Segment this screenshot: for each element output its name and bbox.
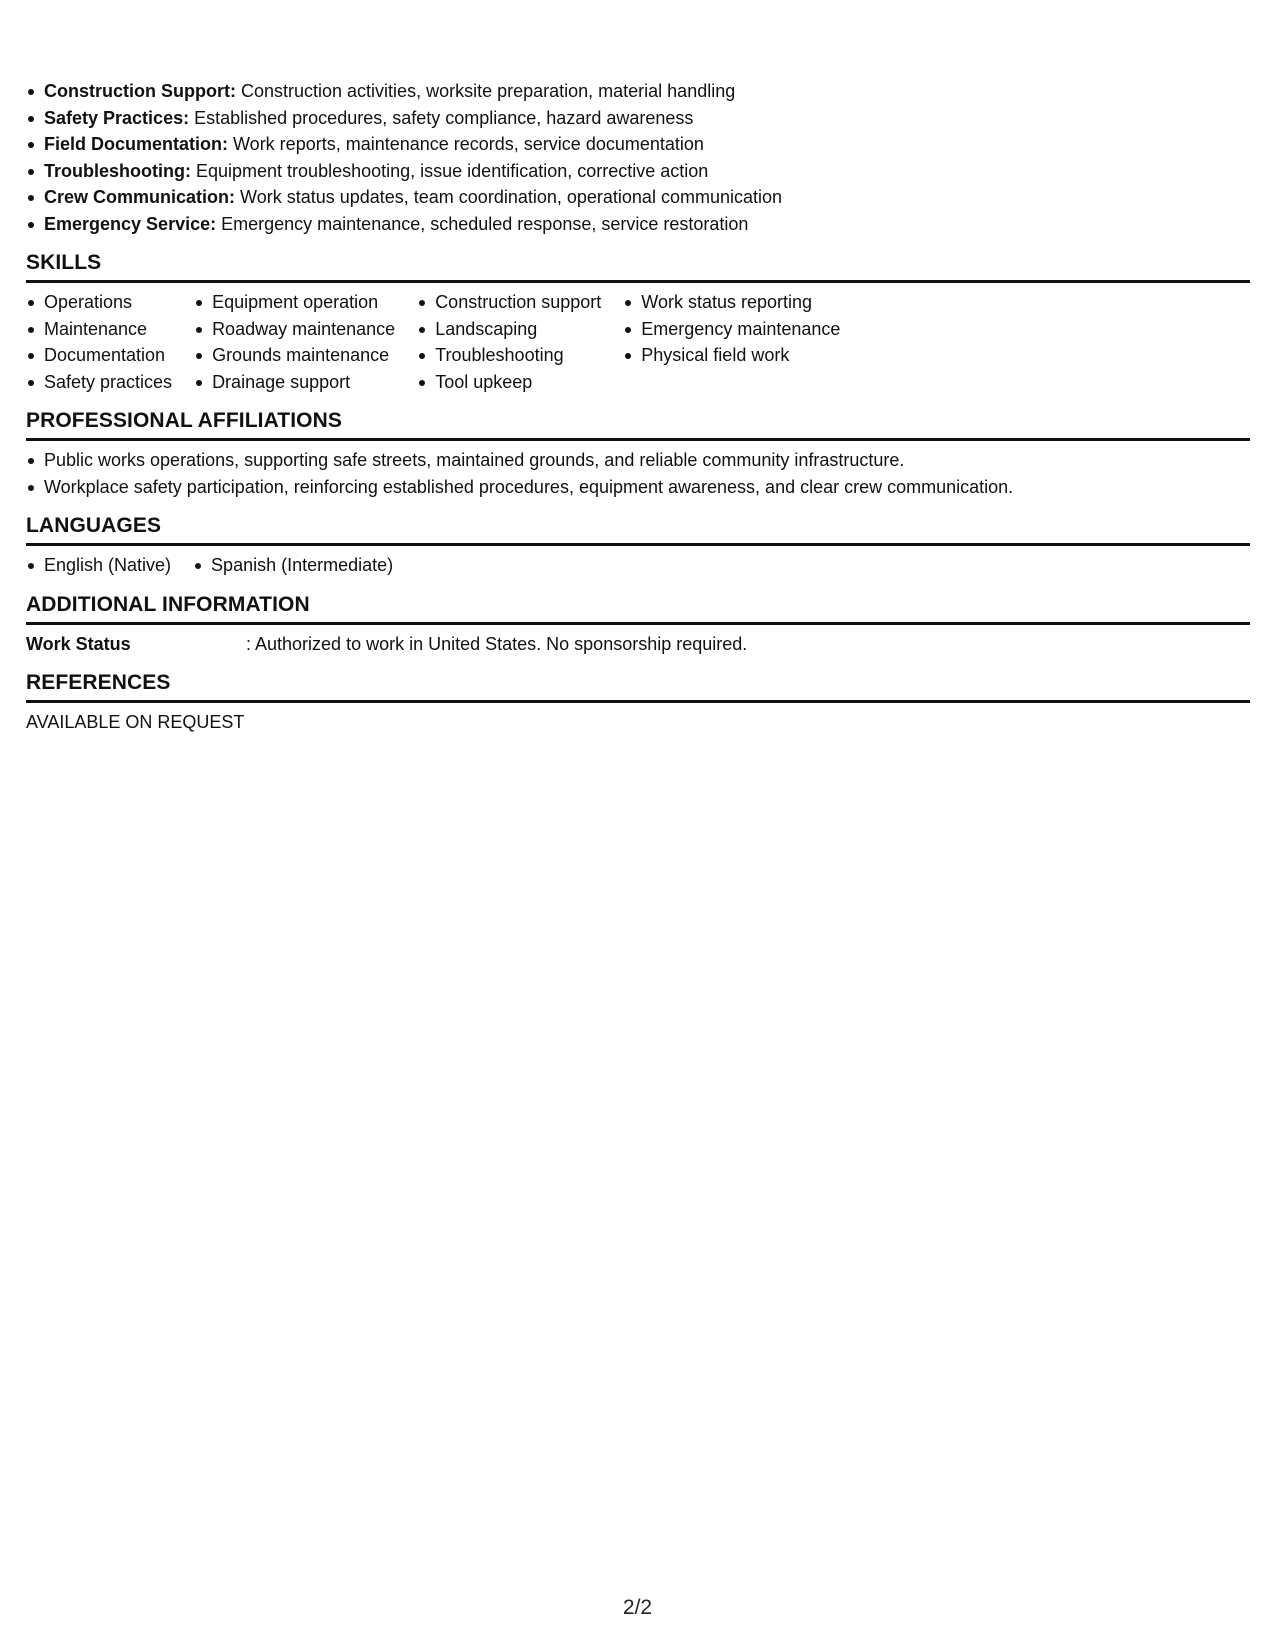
list-item	[26, 105, 1250, 132]
work-status-label: Work Status	[26, 633, 131, 654]
skill-item: Drainage support	[194, 369, 395, 396]
work-status-row	[26, 631, 1250, 658]
item-text: Equipment troubleshooting, issue identification, corrective action	[196, 160, 709, 181]
languages-section	[26, 512, 1250, 579]
skills-column	[26, 289, 172, 395]
additional-info-section	[26, 591, 1250, 658]
item-text: Established procedures, safety compliance, hazard awareness	[194, 107, 694, 128]
affiliation-item: Workplace safety participation, reinforcing established procedures, equipment awareness, and clear crew communication.	[26, 474, 1250, 501]
item-label: Troubleshooting:	[44, 160, 191, 181]
skill-item: Grounds maintenance	[194, 342, 395, 369]
item-label: Emergency Service:	[44, 213, 217, 234]
skills-section	[26, 249, 1250, 395]
skill-item: Operations	[26, 289, 172, 316]
section-title-additional-info: ADDITIONAL INFORMATION	[26, 591, 1250, 625]
section-title-languages: LANGUAGES	[26, 512, 1250, 546]
list-item	[26, 184, 1250, 211]
section-title-skills: SKILLS	[26, 249, 1250, 283]
list-item	[26, 131, 1250, 158]
languages-list	[26, 552, 1250, 579]
skills-grid	[26, 289, 1250, 395]
skill-item: Roadway maintenance	[194, 316, 395, 343]
language-item: Spanish (Intermediate)	[193, 552, 393, 579]
resume-page	[26, 78, 1250, 736]
item-label: Safety Practices:	[44, 107, 190, 128]
skills-column	[623, 289, 840, 395]
item-label: Crew Communication:	[44, 187, 236, 207]
item-text: Work status updates, team coordination, operational communication	[240, 187, 782, 207]
skill-item: Tool upkeep	[417, 369, 601, 396]
item-label: Construction Support:	[44, 81, 236, 101]
list-item	[26, 158, 1250, 185]
skill-item: Emergency maintenance	[623, 316, 840, 343]
skill-item: Documentation	[26, 342, 172, 369]
skill-item: Landscaping	[417, 316, 601, 343]
section-title-references: REFERENCES	[26, 669, 1250, 703]
skill-item: Troubleshooting	[417, 342, 601, 369]
item-label: Field Documentation:	[44, 134, 228, 154]
language-item: English (Native)	[26, 552, 171, 579]
skills-column	[194, 289, 395, 395]
skill-item: Maintenance	[26, 316, 172, 343]
skill-item: Safety practices	[26, 369, 172, 396]
work-status-value: : Authorized to work in United States. No sponsorship required.	[246, 633, 748, 654]
item-text: Construction activities, worksite preparation, material handling	[241, 81, 736, 101]
page-number: 2/2	[622, 1596, 653, 1619]
competencies-list	[26, 78, 1250, 237]
item-text: Work reports, maintenance records, service documentation	[233, 134, 704, 154]
skill-item: Equipment operation	[194, 289, 395, 316]
affiliation-item: Public works operations, supporting safe streets, maintained grounds, and reliable community infrastructure.	[26, 447, 1250, 474]
skills-column	[417, 289, 601, 395]
affiliations-section	[26, 407, 1250, 500]
affiliations-list	[26, 447, 1250, 500]
skill-item: Construction support	[417, 289, 601, 316]
list-item	[26, 78, 1250, 105]
list-item	[26, 211, 1250, 238]
section-title-affiliations: PROFESSIONAL AFFILIATIONS	[26, 407, 1250, 441]
item-text: Emergency maintenance, scheduled response, service restoration	[221, 213, 749, 234]
skill-item: Physical field work	[623, 342, 840, 369]
references-text: AVAILABLE ON REQUEST	[26, 712, 245, 732]
skill-item: Work status reporting	[623, 289, 840, 316]
references-section	[26, 669, 1250, 736]
